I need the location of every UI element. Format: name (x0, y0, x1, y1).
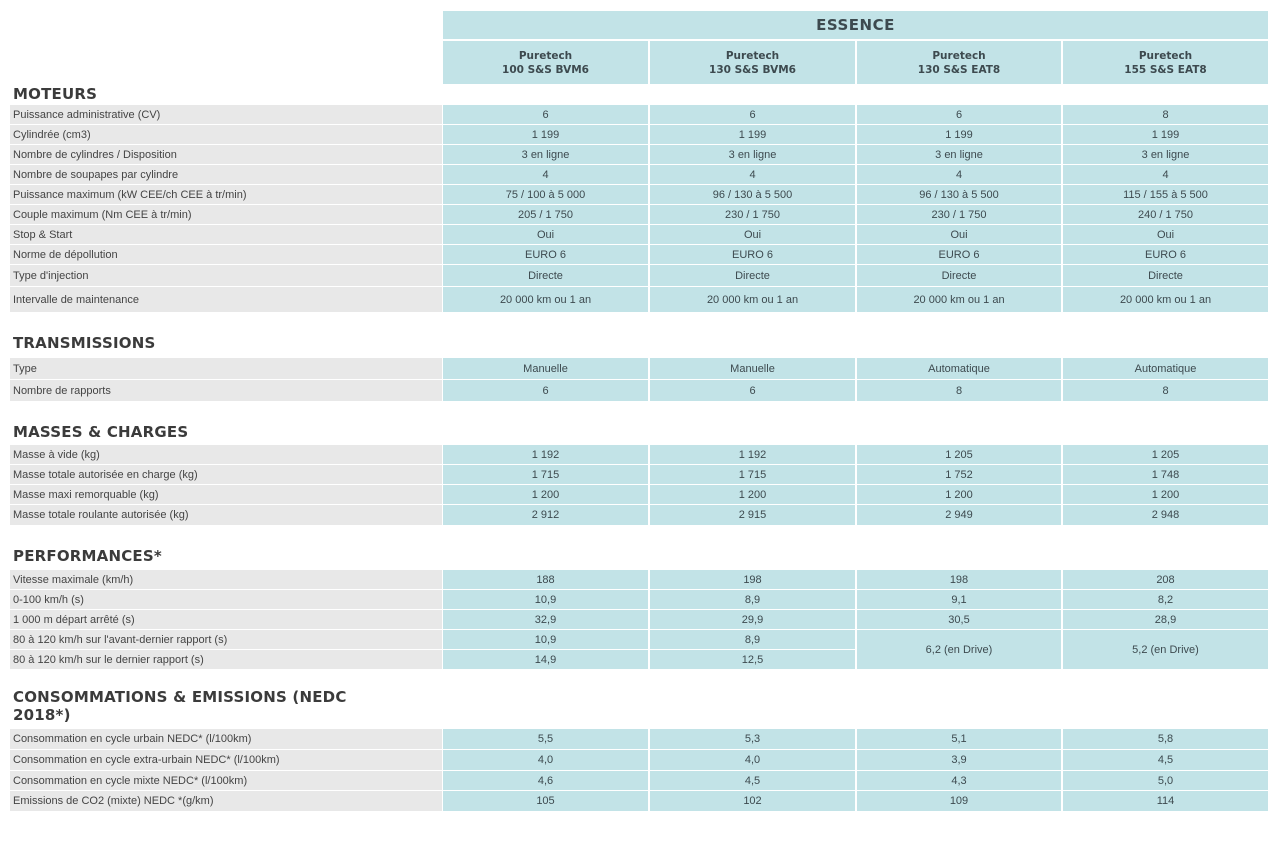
spec-value: 8,2 (1063, 590, 1268, 609)
spec-value: 198 (650, 570, 855, 589)
spec-value: 20 000 km ou 1 an (1063, 287, 1268, 312)
spec-value: 102 (650, 791, 855, 811)
spec-value: 1 748 (1063, 465, 1268, 484)
spec-value: 96 / 130 à 5 500 (650, 185, 855, 204)
spec-value: 230 / 1 750 (857, 205, 1061, 224)
spec-value: 29,9 (650, 610, 855, 629)
spec-value: 12,5 (650, 650, 855, 669)
spec-value: 115 / 155 à 5 500 (1063, 185, 1268, 204)
spec-label: Type (10, 358, 442, 379)
spec-label: Intervalle de maintenance (10, 287, 442, 312)
spec-value: Directe (1063, 265, 1268, 286)
spec-value: 4,6 (443, 771, 648, 790)
spec-value: 3 en ligne (1063, 145, 1268, 164)
spec-value: 205 / 1 750 (443, 205, 648, 224)
spec-label: Puissance maximum (kW CEE/ch CEE à tr/min) (10, 185, 442, 204)
spec-value: Directe (443, 265, 648, 286)
spec-value: 6 (650, 380, 855, 401)
spec-label: Masse à vide (kg) (10, 445, 442, 464)
spec-value: 4,0 (443, 750, 648, 770)
spec-value: 6 (857, 105, 1061, 124)
spec-value: 4 (443, 165, 648, 184)
spec-value: 114 (1063, 791, 1268, 811)
spec-value: Manuelle (650, 358, 855, 379)
section-title-consommations-line1: CONSOMMATIONS & EMISSIONS (NEDC (13, 688, 347, 706)
spec-value: Oui (1063, 225, 1268, 244)
spec-value: 1 199 (443, 125, 648, 144)
spec-value: 10,9 (443, 630, 648, 649)
spec-value: 198 (857, 570, 1061, 589)
spec-value: 8 (1063, 380, 1268, 401)
spec-label: Nombre de cylindres / Disposition (10, 145, 442, 164)
spec-label: Puissance administrative (CV) (10, 105, 442, 124)
spec-label: Consommation en cycle mixte NEDC* (l/100km) (10, 771, 442, 790)
spec-value: 6 (443, 380, 648, 401)
spec-value: 5,1 (857, 729, 1061, 749)
spec-value: 3 en ligne (443, 145, 648, 164)
engine-header-1-line2: 100 S&S BVM6 (502, 63, 589, 76)
spec-value: 1 715 (443, 465, 648, 484)
spec-value: 4,5 (650, 771, 855, 790)
spec-value: Automatique (857, 358, 1061, 379)
spec-value: 6 (443, 105, 648, 124)
spec-value: Oui (650, 225, 855, 244)
engine-header-2-line2: 130 S&S BVM6 (709, 63, 796, 76)
spec-value: 5,0 (1063, 771, 1268, 790)
spec-value: 2 912 (443, 505, 648, 525)
spec-value: 1 715 (650, 465, 855, 484)
spec-value: Manuelle (443, 358, 648, 379)
spec-value: 1 199 (650, 125, 855, 144)
spec-value: 4 (650, 165, 855, 184)
spec-label: Consommation en cycle extra-urbain NEDC* (l/100km) (10, 750, 442, 770)
spec-value: 4,0 (650, 750, 855, 770)
engine-header-4-line1: Puretech (1138, 49, 1193, 62)
spec-value: 28,9 (1063, 610, 1268, 629)
spec-value: 230 / 1 750 (650, 205, 855, 224)
spec-value: Directe (650, 265, 855, 286)
spec-value: 1 752 (857, 465, 1061, 484)
spec-label: Type d'injection (10, 265, 442, 286)
section-title-moteurs: MOTEURS (13, 85, 98, 103)
spec-value: 3 en ligne (650, 145, 855, 164)
spec-label: Stop & Start (10, 225, 442, 244)
section-title-performances: PERFORMANCES* (13, 547, 162, 565)
spec-value: 75 / 100 à 5 000 (443, 185, 648, 204)
engine-header-2 (650, 41, 855, 84)
spec-value: 32,9 (443, 610, 648, 629)
spec-value: 1 200 (1063, 485, 1268, 504)
engine-header-2-line1: Puretech (725, 49, 780, 62)
spec-label: 80 à 120 km/h sur le dernier rapport (s) (10, 650, 442, 669)
spec-label: Norme de dépollution (10, 245, 442, 264)
engine-header-4 (1063, 41, 1268, 84)
spec-value: 1 200 (443, 485, 648, 504)
spec-value: Oui (443, 225, 648, 244)
spec-value: 4,3 (857, 771, 1061, 790)
spec-value: 1 200 (857, 485, 1061, 504)
spec-value: 2 949 (857, 505, 1061, 525)
engine-header-3 (857, 41, 1061, 84)
spec-value: 2 948 (1063, 505, 1268, 525)
spec-value: 3 en ligne (857, 145, 1061, 164)
section-title-masses: MASSES & CHARGES (13, 423, 189, 441)
spec-value: EURO 6 (1063, 245, 1268, 264)
engine-header-4-line2: 155 S&S EAT8 (1124, 63, 1207, 76)
spec-value: 8 (1063, 105, 1268, 124)
section-title-consommations-line2: 2018*) (13, 706, 71, 724)
spec-label: Couple maximum (Nm CEE à tr/min) (10, 205, 442, 224)
spec-value: 20 000 km ou 1 an (650, 287, 855, 312)
spec-value: 2 915 (650, 505, 855, 525)
engine-header-1-line1: Puretech (518, 49, 573, 62)
spec-value: 5,3 (650, 729, 855, 749)
spec-value: Oui (857, 225, 1061, 244)
spec-value: 8,9 (650, 590, 855, 609)
spec-value: 1 205 (1063, 445, 1268, 464)
spec-value: 4 (857, 165, 1061, 184)
spec-value: 1 199 (857, 125, 1061, 144)
spec-value: 4 (1063, 165, 1268, 184)
spec-value: 3,9 (857, 750, 1061, 770)
engine-header-1 (443, 41, 648, 84)
spec-value: Directe (857, 265, 1061, 286)
spec-value: 1 205 (857, 445, 1061, 464)
spec-value: 1 199 (1063, 125, 1268, 144)
spec-label: Nombre de soupapes par cylindre (10, 165, 442, 184)
spec-value-merged: 6,2 (en Drive) (857, 630, 1061, 669)
spec-label: Masse maxi remorquable (kg) (10, 485, 442, 504)
spec-value: 1 192 (650, 445, 855, 464)
engine-header-3-line2: 130 S&S EAT8 (917, 63, 1001, 76)
spec-value: 240 / 1 750 (1063, 205, 1268, 224)
spec-value: EURO 6 (857, 245, 1061, 264)
spec-value: 30,5 (857, 610, 1061, 629)
spec-value: 105 (443, 791, 648, 811)
spec-value: 109 (857, 791, 1061, 811)
spec-value: EURO 6 (650, 245, 855, 264)
spec-label: 1 000 m départ arrêté (s) (10, 610, 442, 629)
spec-label: Consommation en cycle urbain NEDC* (l/100km) (10, 729, 442, 749)
spec-value: 9,1 (857, 590, 1061, 609)
spec-label: Vitesse maximale (km/h) (10, 570, 442, 589)
spec-value: 20 000 km ou 1 an (857, 287, 1061, 312)
spec-value: 10,9 (443, 590, 648, 609)
spec-value: 8,9 (650, 630, 855, 649)
section-title-transmissions: TRANSMISSIONS (13, 334, 156, 352)
engine-header-3-line1: Puretech (932, 49, 986, 62)
spec-value: 20 000 km ou 1 an (443, 287, 648, 312)
spec-value: 1 192 (443, 445, 648, 464)
spec-value-merged: 5,2 (en Drive) (1063, 630, 1268, 669)
spec-label: 80 à 120 km/h sur l'avant-dernier rapport (s) (10, 630, 442, 649)
spec-value: 1 200 (650, 485, 855, 504)
spec-label: 0-100 km/h (s) (10, 590, 442, 609)
spec-value: 8 (857, 380, 1061, 401)
spec-value: 6 (650, 105, 855, 124)
spec-value: 96 / 130 à 5 500 (857, 185, 1061, 204)
spec-value: 14,9 (443, 650, 648, 669)
spec-label: Masse totale roulante autorisée (kg) (10, 505, 442, 525)
spec-value: Automatique (1063, 358, 1268, 379)
spec-label: Emissions de CO2 (mixte) NEDC *(g/km) (10, 791, 442, 811)
spec-value: 5,8 (1063, 729, 1268, 749)
spec-value: 188 (443, 570, 648, 589)
spec-value: EURO 6 (443, 245, 648, 264)
spec-value: 208 (1063, 570, 1268, 589)
spec-label: Cylindrée (cm3) (10, 125, 442, 144)
spec-value: 4,5 (1063, 750, 1268, 770)
spec-label: Nombre de rapports (10, 380, 442, 401)
spec-label: Masse totale autorisée en charge (kg) (10, 465, 442, 484)
section-title-consommations (13, 688, 347, 724)
spec-value: 5,5 (443, 729, 648, 749)
fuel-type-header: ESSENCE (443, 11, 1268, 39)
